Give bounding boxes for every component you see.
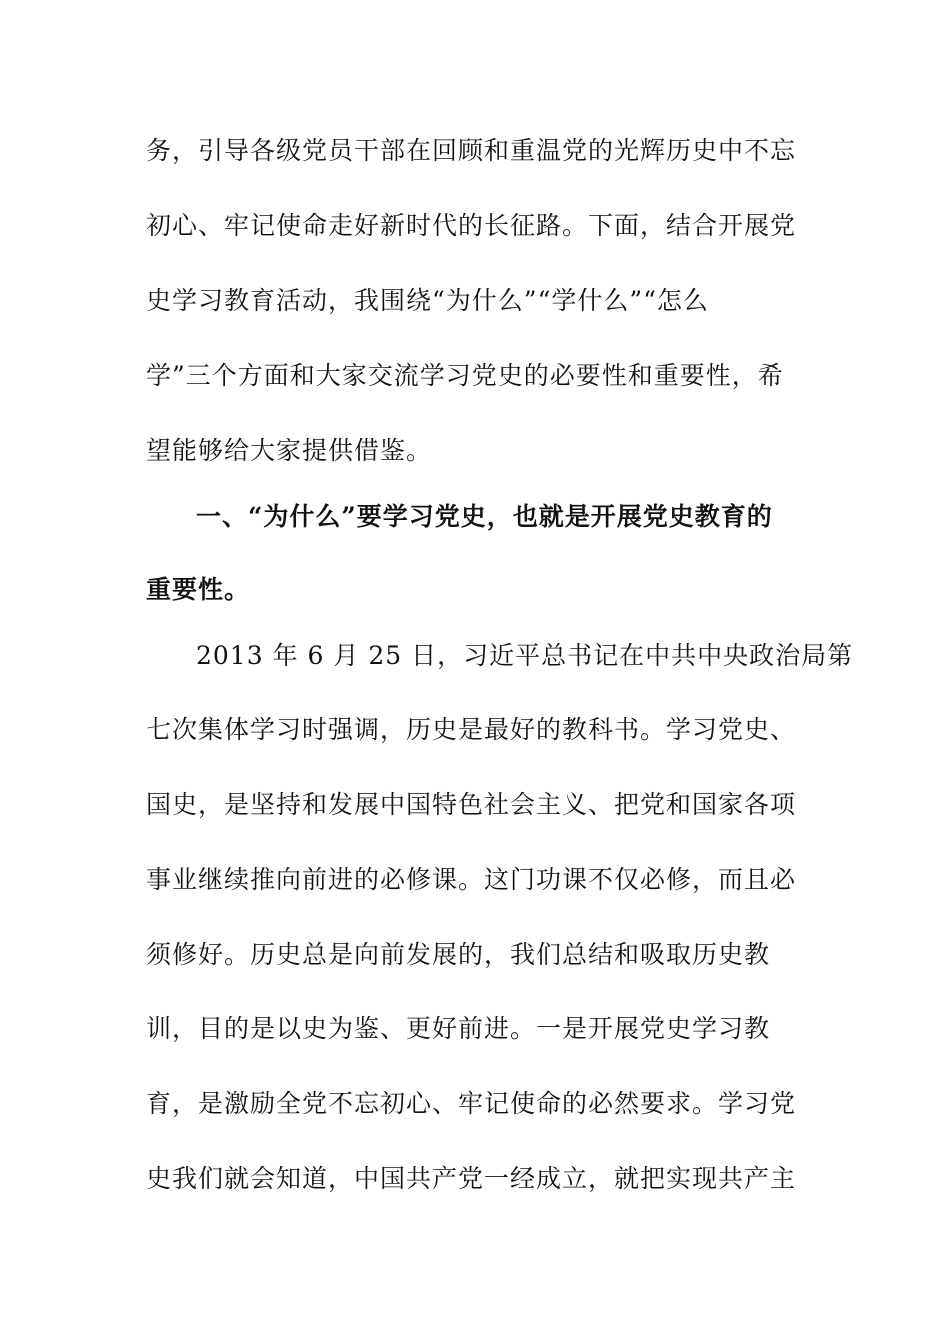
intro-line-2: 初心、牢记使命走好新时代的长征路。下面，结合开展党	[146, 211, 797, 240]
intro-line-3: 史学习教育活动，我围绕“为什么”“学什么”“怎么	[146, 286, 709, 315]
intro-line-1: 务，引导各级党员干部在回顾和重温党的光辉历史中不忘	[146, 136, 797, 165]
body-line-5: 须修好。历史总是向前发展的，我们总结和吸取历史教	[146, 940, 771, 969]
body-line-4: 事业继续推向前进的必修课。这门功课不仅必修，而且必	[146, 865, 797, 894]
intro-line-5: 望能够给大家提供借鉴。	[146, 436, 433, 465]
body-line-3: 国史，是坚持和发展中国特色社会主义、把党和国家各项	[146, 790, 797, 819]
body-line-2: 七次集体学习时强调，历史是最好的教科书。学习党史、	[146, 715, 797, 744]
body-line-7: 育，是激励全党不忘初心、牢记使命的必然要求。学习党	[146, 1089, 797, 1118]
body-line-6: 训，目的是以史为鉴、更好前进。一是开展党史学习教	[146, 1014, 771, 1043]
section-heading-line-2: 重要性。	[146, 575, 251, 604]
body-line-1: 2013 年 6 月 25 日，习近平总书记在中共中央政治局第	[196, 641, 854, 670]
intro-line-4: 学”三个方面和大家交流学习党史的必要性和重要性，希	[146, 361, 784, 390]
body-line-8: 史我们就会知道，中国共产党一经成立，就把实现共产主	[146, 1164, 797, 1193]
section-heading-line-1: 一、“为什么”要学习党史，也就是开展党史教育的	[196, 502, 773, 531]
